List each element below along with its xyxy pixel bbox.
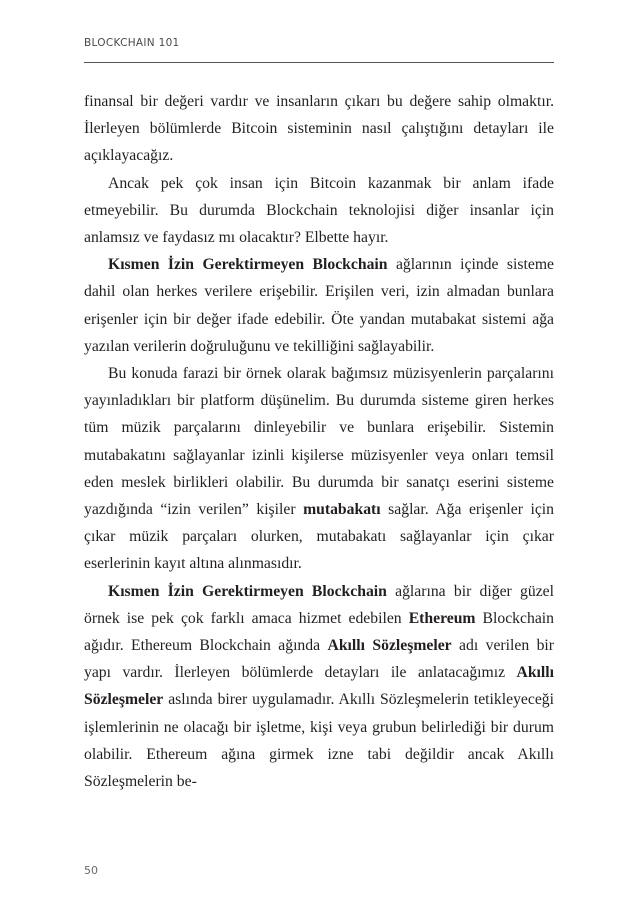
bold-term: Kısmen İzin Gerektirmeyen Blockchain: [108, 256, 388, 274]
bold-term: Akıllı Sözleşmeler: [84, 664, 554, 709]
paragraph: [84, 88, 554, 170]
text-run: Ancak pek çok insan için Bitcoin kazanmak bir anlam ifade etmeyebilir. Bu durumda Blockchain teknolojisi diğer insanlar için anlamsız ve faydasız mı olacaktır? Elbette hayır.: [84, 174, 554, 247]
text-run: ağlarına bir diğer güzel örnek ise pek çok farklı amaca hizmet edebilen: [84, 582, 554, 627]
bold-term: Akıllı Sözleşmeler: [327, 637, 452, 655]
bold-term: Kısmen İzin Gerektirmeyen Blockchain: [108, 582, 387, 600]
text-run: aslında birer uygulamadır. Akıllı Sözleşmelerin tetikleyeceği işlemlerinin ne olacağı bir işletme, kişi veya grubun belirlediği bir durum olabilir. Ethereum ağına girmek izne tabi değildir ancak Akıllı Sözleşmelerin be-: [84, 691, 554, 791]
paragraph: [84, 360, 554, 578]
paragraph: [84, 251, 554, 360]
header-rule: [84, 62, 554, 63]
text-run: adı verilen bir yapı vardır. İlerleyen bölümlerde detayları ile anlatacağımız: [84, 637, 554, 682]
paragraph: [84, 578, 554, 796]
body-text: [84, 88, 554, 795]
text-run: ağlarının içinde sisteme dahil olan herkes verilere erişebilir. Erişilen veri, izin almadan bunlara erişenler için bir değer ifade edebilir. Öte yandan mutabakat sistemi ağa yazılan verilerin doğruluğunu ve tekilliğini sağlayabilir.: [84, 256, 554, 355]
text-run: Blockchain ağıdır. Ethereum Blockchain ağında: [84, 609, 554, 655]
text-run: finansal bir değeri vardır ve insanların çıkarı bu değere sahip olmaktır. İlerleyen bölümlerde Bitcoin sisteminin nasıl çalıştığını detayları ile açıklayacağız.: [84, 93, 554, 165]
bold-term: mutabakatı: [303, 501, 381, 519]
running-head: BLOCKCHAIN 101: [84, 37, 180, 49]
text-run: sağlar. Ağa erişenler için çıkar müzik parçaları olurken, mutabakatı sağlayanlar için çıkar eserlerinin kayıt altına alınmasıdır.: [84, 501, 554, 573]
paragraph: [84, 170, 554, 252]
page-number: 50: [84, 864, 98, 877]
text-run: Bu konuda farazi bir örnek olarak bağımsız müzisyenlerin parçalarını yayınladıkları bir platform düşünelim. Bu durumda sisteme giren herkes tüm müzik parçalarını dinleyebilir ve bunlara erişebilir. Sistemin mutabakatını sağlayanlar izinli kişilerse müzisyenler veya onları temsil eden meslek birlikleri olabilir. Bu durumda bir sanatçı eserini sisteme yazdığında “izin verilen” kişiler: [84, 365, 554, 519]
bold-term: Ethereum: [408, 609, 476, 627]
